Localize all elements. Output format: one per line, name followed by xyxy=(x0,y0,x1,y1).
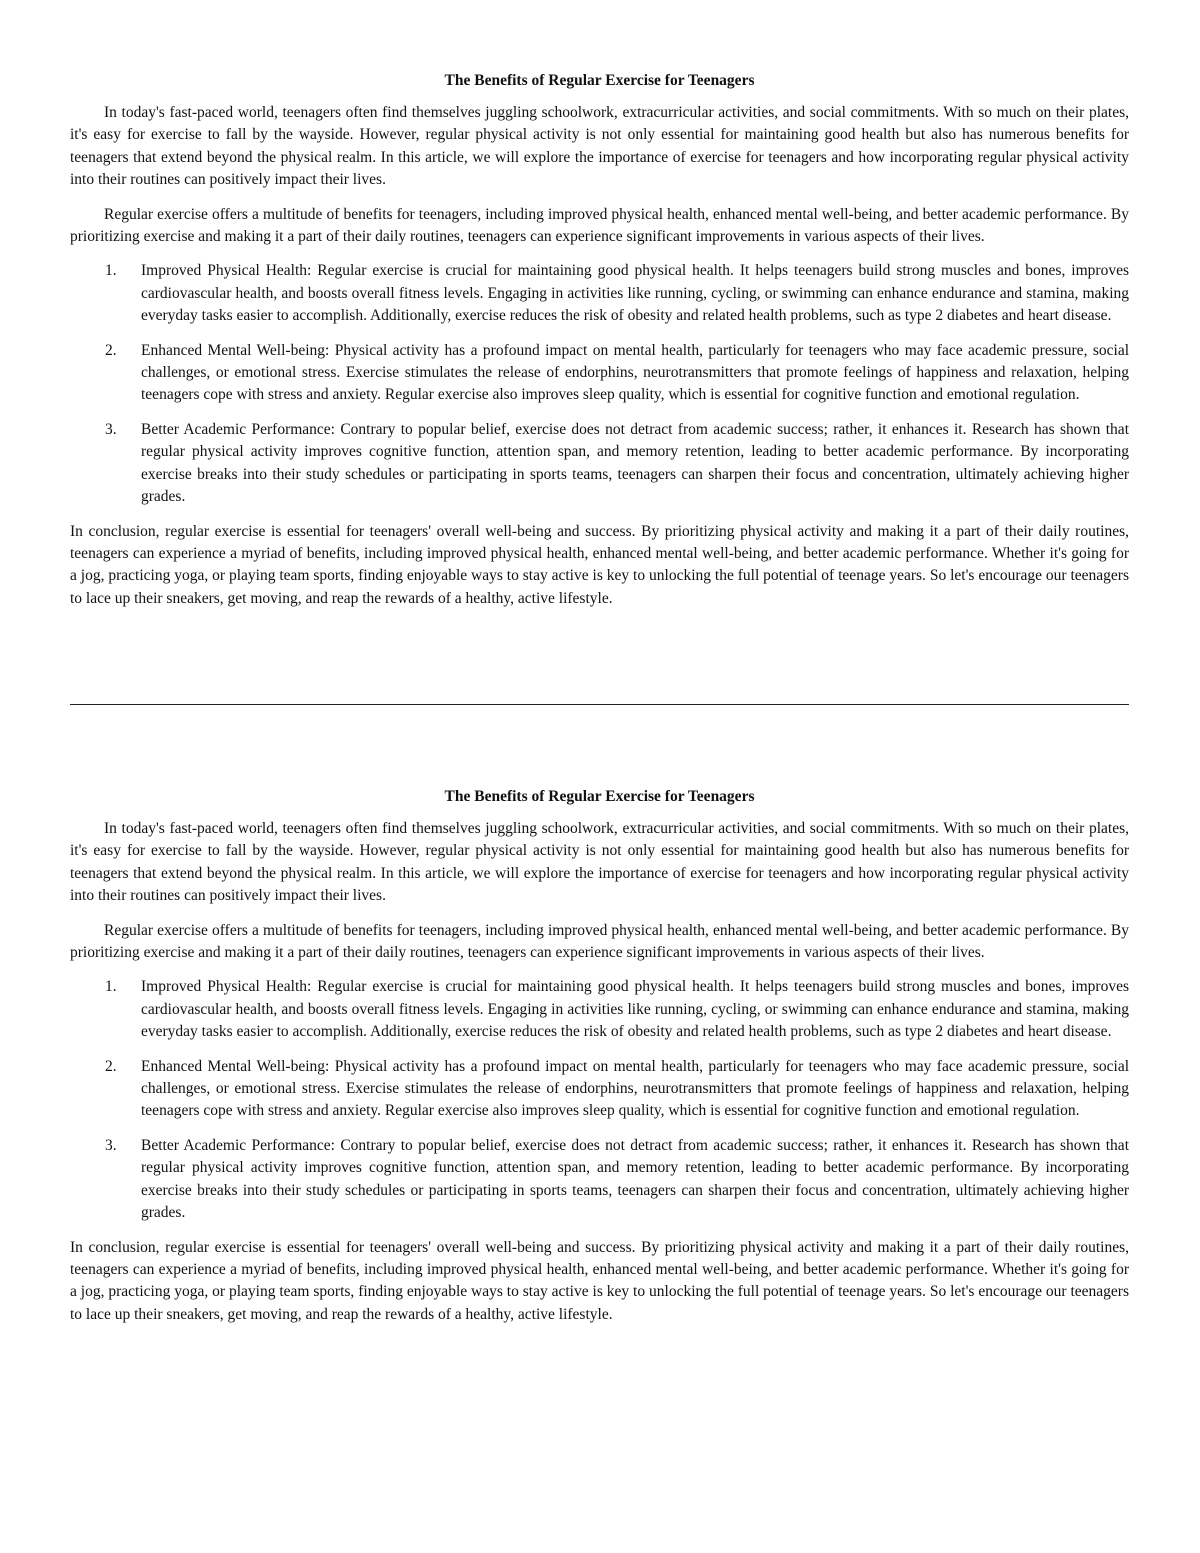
list-item-number: 1. xyxy=(105,978,117,996)
list-item xyxy=(70,976,1129,1043)
list-item-number: 3. xyxy=(105,420,117,438)
list-item xyxy=(70,1135,1129,1225)
horizontal-divider xyxy=(70,704,1129,705)
list-item xyxy=(70,340,1129,407)
intro-paragraph: In today's fast-paced world, teenagers often find themselves juggling schoolwork, extracurricular activities, and social commitments. With so much on their plates, it's easy for exercise to fall by the wayside. However, regular physical activity is not only essential for maintaining good health but also has numerous benefits for teenagers that extend beyond the physical realm. In this article, we will explore the importance of exercise for teenagers and how incorporating regular physical activity into their routines can positively impact their lives. xyxy=(70,820,1129,905)
list-item xyxy=(70,1056,1129,1123)
list-item-number: 2. xyxy=(105,1057,117,1075)
list-item xyxy=(70,260,1129,327)
list-item-number: 3. xyxy=(105,1136,117,1154)
list-item-number: 1. xyxy=(105,262,117,280)
list-item-text: Enhanced Mental Well-being: Physical activity has a profound impact on mental health, particularly for teenagers who may face academic pressure, social challenges, or emotional stress. Exercise stimulates the release of endorphins, neurotransmitters that promote feelings of happiness and relaxation, helping teenagers cope with stress and anxiety. Regular exercise also improves sleep quality, which is essential for cognitive function and emotional regulation. xyxy=(141,1057,1129,1120)
article xyxy=(70,70,1129,610)
list-item-text: Better Academic Performance: Contrary to popular belief, exercise does not detract from academic success; rather, it enhances it. Research has shown that regular physical activity improves cognitive function, attention span, and memory retention, leading to better academic performance. By incorporating exercise breaks into their study schedules or participating in sports teams, teenagers can sharpen their focus and concentration, ultimately achieving higher grades. xyxy=(141,1136,1129,1222)
benefits-list xyxy=(70,976,1129,1224)
article xyxy=(70,786,1129,1326)
conclusion-paragraph: In conclusion, regular exercise is essential for teenagers' overall well-being and success. By prioritizing physical activity and making it a part of their daily routines, teenagers can experience a myriad of benefits, including improved physical health, enhanced mental well-being, and better academic performance. Whether it's going for a jog, practicing yoga, or playing team sports, finding enjoyable ways to stay active is key to unlocking the full potential of teenage years. So let's encourage our teenagers to lace up their sneakers, get moving, and reap the rewards of a healthy, active lifestyle. xyxy=(70,522,1129,607)
list-item-text: Enhanced Mental Well-being: Physical activity has a profound impact on mental health, particularly for teenagers who may face academic pressure, social challenges, or emotional stress. Exercise stimulates the release of endorphins, neurotransmitters that promote feelings of happiness and relaxation, helping teenagers cope with stress and anxiety. Regular exercise also improves sleep quality, which is essential for cognitive function and emotional regulation. xyxy=(141,341,1129,404)
list-item-text: Better Academic Performance: Contrary to popular belief, exercise does not detract from academic success; rather, it enhances it. Research has shown that regular physical activity improves cognitive function, attention span, and memory retention, leading to better academic performance. By incorporating exercise breaks into their study schedules or participating in sports teams, teenagers can sharpen their focus and concentration, ultimately achieving higher grades. xyxy=(141,420,1129,506)
overview-paragraph: Regular exercise offers a multitude of benefits for teenagers, including improved physical health, enhanced mental well-being, and better academic performance. By prioritizing exercise and making it a part of their daily routines, teenagers can experience significant improvements in various aspects of their lives. xyxy=(70,205,1129,246)
conclusion-paragraph: In conclusion, regular exercise is essential for teenagers' overall well-being and success. By prioritizing physical activity and making it a part of their daily routines, teenagers can experience a myriad of benefits, including improved physical health, enhanced mental well-being, and better academic performance. Whether it's going for a jog, practicing yoga, or playing team sports, finding enjoyable ways to stay active is key to unlocking the full potential of teenage years. So let's encourage our teenagers to lace up their sneakers, get moving, and reap the rewards of a healthy, active lifestyle. xyxy=(70,1238,1129,1323)
list-item xyxy=(70,419,1129,509)
list-item-number: 2. xyxy=(105,341,117,359)
overview-paragraph: Regular exercise offers a multitude of benefits for teenagers, including improved physical health, enhanced mental well-being, and better academic performance. By prioritizing exercise and making it a part of their daily routines, teenagers can experience significant improvements in various aspects of their lives. xyxy=(70,921,1129,962)
article-title: The Benefits of Regular Exercise for Teenagers xyxy=(444,788,755,805)
article-title: The Benefits of Regular Exercise for Teenagers xyxy=(444,72,755,89)
intro-paragraph: In today's fast-paced world, teenagers often find themselves juggling schoolwork, extracurricular activities, and social commitments. With so much on their plates, it's easy for exercise to fall by the wayside. However, regular physical activity is not only essential for maintaining good health but also has numerous benefits for teenagers that extend beyond the physical realm. In this article, we will explore the importance of exercise for teenagers and how incorporating regular physical activity into their routines can positively impact their lives. xyxy=(70,104,1129,189)
list-item-text: Improved Physical Health: Regular exercise is crucial for maintaining good physical health. It helps teenagers build strong muscles and bones, improves cardiovascular health, and boosts overall fitness levels. Engaging in activities like running, cycling, or swimming can enhance endurance and stamina, making everyday tasks easier to accomplish. Additionally, exercise reduces the risk of obesity and related health problems, such as type 2 diabetes and heart disease. xyxy=(141,262,1129,325)
list-item-text: Improved Physical Health: Regular exercise is crucial for maintaining good physical health. It helps teenagers build strong muscles and bones, improves cardiovascular health, and boosts overall fitness levels. Engaging in activities like running, cycling, or swimming can enhance endurance and stamina, making everyday tasks easier to accomplish. Additionally, exercise reduces the risk of obesity and related health problems, such as type 2 diabetes and heart disease. xyxy=(141,978,1129,1041)
benefits-list xyxy=(70,260,1129,508)
